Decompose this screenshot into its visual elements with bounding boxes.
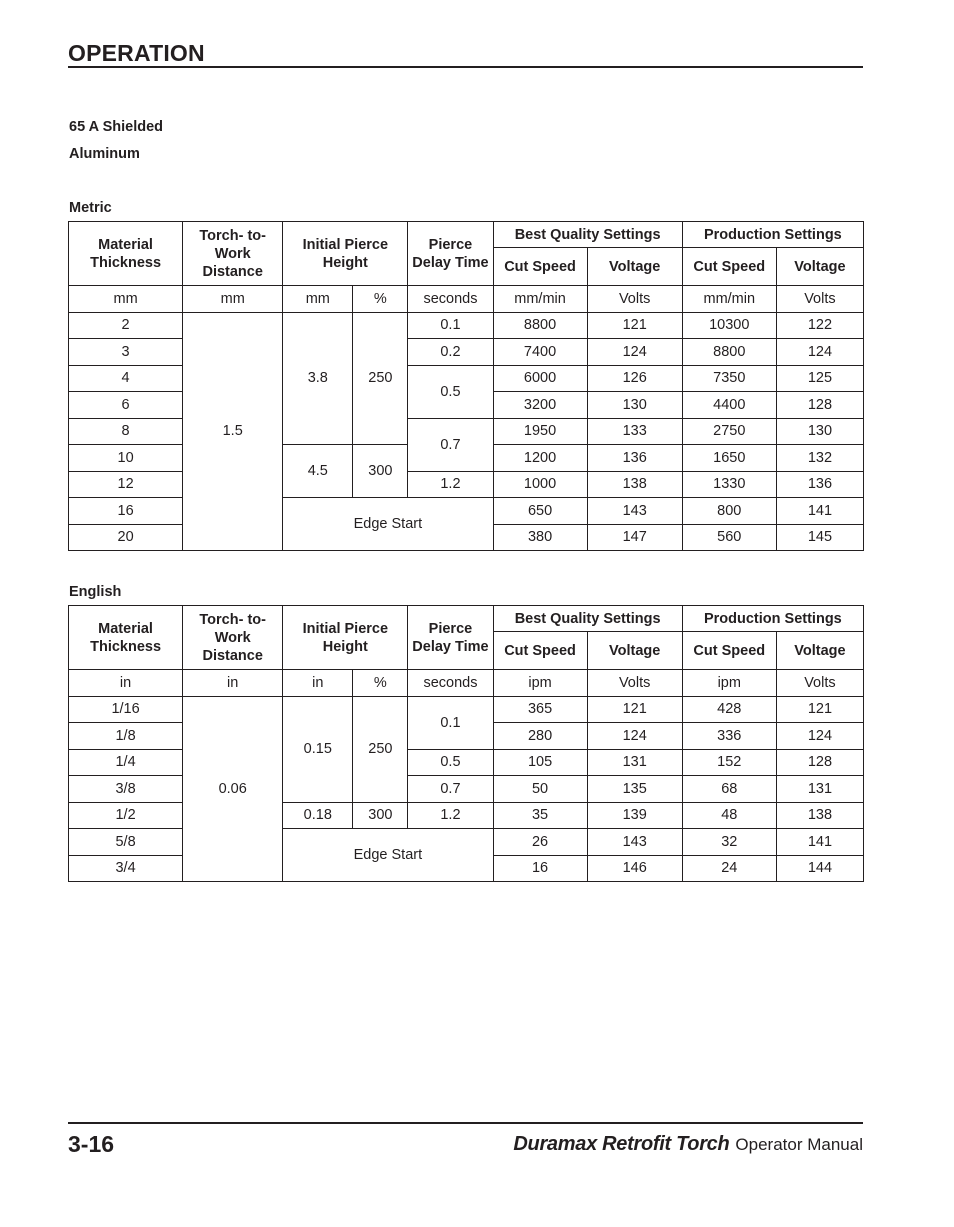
pierce-delay-cell: 0.2 — [408, 339, 493, 366]
section-current: 65 A Shielded — [69, 119, 164, 135]
bq-speed-cell: 8800 — [493, 312, 587, 339]
unit-cell: in — [283, 670, 353, 697]
unit-cell: ipm — [493, 670, 587, 697]
unit-cell: Volts — [587, 286, 682, 313]
unit-cell: % — [353, 670, 408, 697]
page-header-title: OPERATION — [68, 40, 205, 66]
footer-divider — [68, 1122, 863, 1124]
pierce-delay-cell: 1.2 — [408, 471, 493, 498]
unit-cell: Volts — [776, 286, 863, 313]
thickness-cell: 3/8 — [69, 776, 183, 803]
pierce-height-cell: 0.18 — [283, 802, 353, 829]
col-bq-voltage: Voltage — [587, 632, 682, 670]
pierce-delay-cell: 0.5 — [408, 749, 493, 776]
pierce-delay-cell: 0.1 — [408, 312, 493, 339]
thickness-cell: 20 — [69, 524, 183, 551]
footer-product-line — [513, 1133, 863, 1156]
prod-voltage-cell: 121 — [776, 696, 863, 723]
prod-voltage-cell: 122 — [776, 312, 863, 339]
unit-cell: mm — [69, 286, 183, 313]
unit-cell: Volts — [776, 670, 863, 697]
prod-speed-cell: 2750 — [682, 418, 776, 445]
thickness-cell: 12 — [69, 471, 183, 498]
pierce-height-cell: 4.5 — [283, 445, 353, 498]
unit-cell: mm — [183, 286, 283, 313]
thickness-cell: 16 — [69, 498, 183, 525]
unit-cell: % — [353, 286, 408, 313]
col-material-thickness: Material Thickness — [69, 606, 183, 670]
bq-speed-cell: 16 — [493, 855, 587, 882]
product-name: Duramax Retrofit Torch — [513, 1133, 730, 1155]
bq-voltage-cell: 143 — [587, 829, 682, 856]
bq-speed-cell: 35 — [493, 802, 587, 829]
thickness-cell: 10 — [69, 445, 183, 472]
prod-speed-cell: 152 — [682, 749, 776, 776]
prod-voltage-cell: 144 — [776, 855, 863, 882]
col-pierce-delay-time: Pierce Delay Time — [408, 222, 493, 286]
prod-speed-cell: 1330 — [682, 471, 776, 498]
torch-to-work-cell: 1.5 — [183, 312, 283, 551]
col-production-settings: Production Settings — [682, 606, 863, 632]
prod-speed-cell: 4400 — [682, 392, 776, 419]
col-torch-to-work: Torch- to-Work Distance — [183, 222, 283, 286]
metric-table — [68, 221, 864, 551]
bq-voltage-cell: 143 — [587, 498, 682, 525]
pierce-delay-cell: 0.7 — [408, 776, 493, 803]
bq-voltage-cell: 138 — [587, 471, 682, 498]
prod-speed-cell: 800 — [682, 498, 776, 525]
thickness-cell: 3 — [69, 339, 183, 366]
prod-voltage-cell: 124 — [776, 723, 863, 750]
units-row — [69, 670, 864, 697]
bq-voltage-cell: 135 — [587, 776, 682, 803]
prod-voltage-cell: 136 — [776, 471, 863, 498]
bq-speed-cell: 380 — [493, 524, 587, 551]
prod-voltage-cell: 141 — [776, 498, 863, 525]
header-divider — [68, 66, 863, 68]
unit-cell: ipm — [682, 670, 776, 697]
prod-speed-cell: 10300 — [682, 312, 776, 339]
bq-speed-cell: 6000 — [493, 365, 587, 392]
english-label: English — [69, 584, 122, 600]
thickness-cell: 1/8 — [69, 723, 183, 750]
bq-voltage-cell: 124 — [587, 723, 682, 750]
pierce-pct-cell: 250 — [353, 312, 408, 445]
page-number: 3-16 — [68, 1131, 115, 1157]
pierce-height-cell: 3.8 — [283, 312, 353, 445]
prod-speed-cell: 428 — [682, 696, 776, 723]
bq-speed-cell: 1200 — [493, 445, 587, 472]
table-row — [69, 696, 864, 723]
prod-voltage-cell: 130 — [776, 418, 863, 445]
prod-speed-cell: 7350 — [682, 365, 776, 392]
bq-voltage-cell: 121 — [587, 312, 682, 339]
prod-speed-cell: 48 — [682, 802, 776, 829]
section-material: Aluminum — [69, 146, 140, 162]
prod-voltage-cell: 138 — [776, 802, 863, 829]
thickness-cell: 4 — [69, 365, 183, 392]
col-prod-voltage: Voltage — [776, 248, 863, 286]
bq-speed-cell: 105 — [493, 749, 587, 776]
bq-voltage-cell: 124 — [587, 339, 682, 366]
col-bq-voltage: Voltage — [587, 248, 682, 286]
unit-cell: mm/min — [493, 286, 587, 313]
prod-speed-cell: 32 — [682, 829, 776, 856]
unit-cell: in — [183, 670, 283, 697]
bq-speed-cell: 280 — [493, 723, 587, 750]
col-best-quality-settings: Best Quality Settings — [493, 222, 682, 248]
metric-label: Metric — [69, 200, 112, 216]
english-table — [68, 605, 864, 882]
thickness-cell: 1/4 — [69, 749, 183, 776]
col-material-thickness: Material Thickness — [69, 222, 183, 286]
bq-voltage-cell: 121 — [587, 696, 682, 723]
manual-title: Operator Manual — [735, 1135, 863, 1154]
pierce-pct-cell: 300 — [353, 802, 408, 829]
bq-speed-cell: 650 — [493, 498, 587, 525]
prod-speed-cell: 1650 — [682, 445, 776, 472]
bq-voltage-cell: 146 — [587, 855, 682, 882]
prod-voltage-cell: 145 — [776, 524, 863, 551]
prod-voltage-cell: 124 — [776, 339, 863, 366]
unit-cell: seconds — [408, 670, 493, 697]
bq-voltage-cell: 130 — [587, 392, 682, 419]
bq-speed-cell: 1000 — [493, 471, 587, 498]
col-prod-voltage: Voltage — [776, 632, 863, 670]
unit-cell: mm/min — [682, 286, 776, 313]
pierce-height-cell: 0.15 — [283, 696, 353, 802]
bq-voltage-cell: 133 — [587, 418, 682, 445]
col-initial-pierce-height: Initial Pierce Height — [283, 222, 408, 286]
pierce-delay-cell: 0.5 — [408, 365, 493, 418]
col-production-settings: Production Settings — [682, 222, 863, 248]
prod-voltage-cell: 128 — [776, 392, 863, 419]
prod-speed-cell: 24 — [682, 855, 776, 882]
col-best-quality-settings: Best Quality Settings — [493, 606, 682, 632]
bq-speed-cell: 50 — [493, 776, 587, 803]
pierce-delay-cell: 1.2 — [408, 802, 493, 829]
thickness-cell: 1/2 — [69, 802, 183, 829]
col-prod-cut-speed: Cut Speed — [682, 248, 776, 286]
prod-speed-cell: 68 — [682, 776, 776, 803]
torch-to-work-cell: 0.06 — [183, 696, 283, 882]
bq-voltage-cell: 131 — [587, 749, 682, 776]
prod-voltage-cell: 141 — [776, 829, 863, 856]
thickness-cell: 1/16 — [69, 696, 183, 723]
prod-voltage-cell: 125 — [776, 365, 863, 392]
prod-speed-cell: 8800 — [682, 339, 776, 366]
col-bq-cut-speed: Cut Speed — [493, 632, 587, 670]
col-pierce-delay-time: Pierce Delay Time — [408, 606, 493, 670]
bq-speed-cell: 1950 — [493, 418, 587, 445]
thickness-cell: 6 — [69, 392, 183, 419]
bq-voltage-cell: 136 — [587, 445, 682, 472]
edge-start-cell: Edge Start — [283, 498, 493, 551]
prod-voltage-cell: 131 — [776, 776, 863, 803]
prod-speed-cell: 560 — [682, 524, 776, 551]
bq-voltage-cell: 139 — [587, 802, 682, 829]
prod-voltage-cell: 128 — [776, 749, 863, 776]
col-prod-cut-speed: Cut Speed — [682, 632, 776, 670]
unit-cell: mm — [283, 286, 353, 313]
bq-speed-cell: 7400 — [493, 339, 587, 366]
edge-start-cell: Edge Start — [283, 829, 493, 882]
unit-cell: seconds — [408, 286, 493, 313]
pierce-pct-cell: 250 — [353, 696, 408, 802]
bq-speed-cell: 365 — [493, 696, 587, 723]
prod-speed-cell: 336 — [682, 723, 776, 750]
pierce-pct-cell: 300 — [353, 445, 408, 498]
units-row — [69, 286, 864, 313]
pierce-delay-cell: 0.7 — [408, 418, 493, 471]
thickness-cell: 8 — [69, 418, 183, 445]
unit-cell: Volts — [587, 670, 682, 697]
thickness-cell: 5/8 — [69, 829, 183, 856]
bq-voltage-cell: 126 — [587, 365, 682, 392]
prod-voltage-cell: 132 — [776, 445, 863, 472]
col-bq-cut-speed: Cut Speed — [493, 248, 587, 286]
thickness-cell: 2 — [69, 312, 183, 339]
unit-cell: in — [69, 670, 183, 697]
table-row — [69, 312, 864, 339]
col-torch-to-work: Torch- to-Work Distance — [183, 606, 283, 670]
thickness-cell: 3/4 — [69, 855, 183, 882]
bq-speed-cell: 3200 — [493, 392, 587, 419]
bq-speed-cell: 26 — [493, 829, 587, 856]
pierce-delay-cell: 0.1 — [408, 696, 493, 749]
col-initial-pierce-height: Initial Pierce Height — [283, 606, 408, 670]
bq-voltage-cell: 147 — [587, 524, 682, 551]
